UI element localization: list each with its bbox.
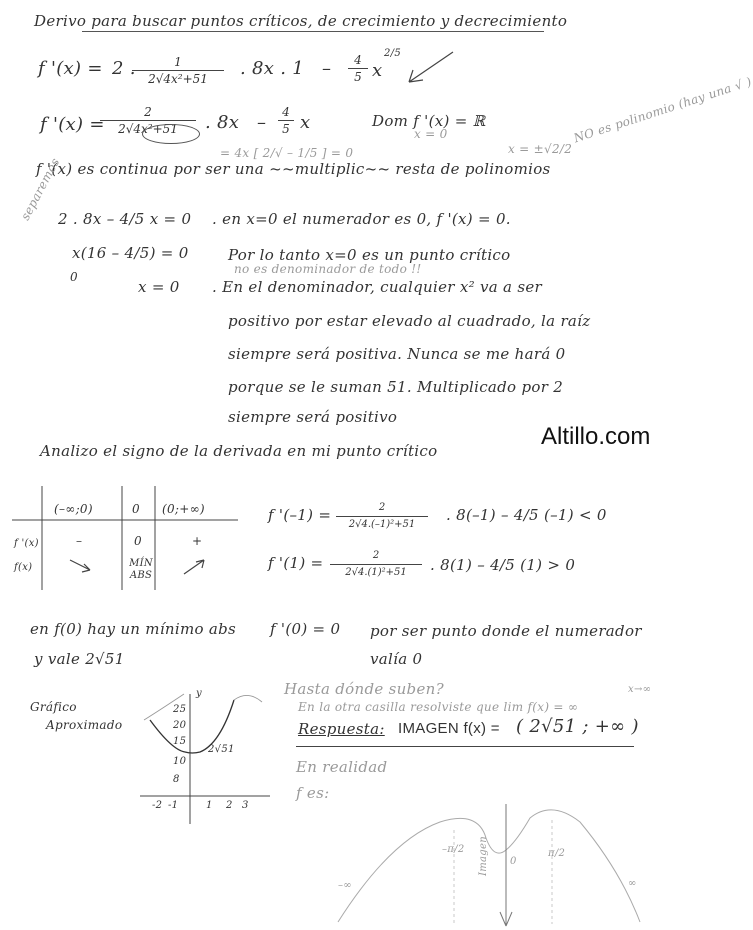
answer-interval: ( 2√51 ; +∞ ) [516,716,639,737]
header-text: Derivo para buscar puntos críticos, de crecimiento y decrecimiento [34,12,568,30]
step1-four-fifths [348,52,368,85]
step3-line: = 4x [ 2/√ – 1/5 ] = 0 [220,146,354,160]
note2: Por lo tanto x=0 es un punto crítico [228,246,511,264]
step1-exponent: 2/5 [384,48,401,59]
graph-label2: Aproximado [46,718,123,732]
answer-label: Respuesta: [298,720,385,738]
domain-text: Dom f '(x) = ℝ [372,112,486,130]
step3-x-eq: x = 0 [414,127,448,141]
step1-rest: . 8x . 1 [240,58,305,79]
watermark-text: Altillo.com [541,423,651,450]
step2-minus: – [257,112,267,133]
test1-den: 2√4.(–1)²+51 [348,519,416,530]
test2-den: 2√4.(1)²+51 [345,567,407,578]
cell-plus: + [192,534,203,548]
tick-y-8: 8 [173,774,180,785]
note3: . En el denominador, cualquier x² va a ser [212,278,543,296]
f0-note: por ser punto donde el numerador [370,622,642,640]
tick-x-2: 2 [226,800,233,811]
step1-coef: 2 . [112,58,136,79]
graph-y-label: y [196,688,202,699]
row-label-f: f(x) [14,562,33,573]
minimum-line1: en f(0) hay un mínimo abs [30,620,237,638]
step3-x-val: x = ±√2/2 [508,142,573,156]
step2-lhs: f '(x) = [40,114,105,135]
tick-x-neg1: -1 [168,800,179,811]
step1-x: x [372,60,383,81]
step1-fraction [132,54,224,87]
reality-neg-inf: –∞ [338,880,352,891]
reality-pos-inf: ∞ [628,878,637,889]
test2-rest: . 8(1) – 4/5 (1) > 0 [430,556,576,574]
graph-min-label: 2√51 [208,744,235,755]
answer-underline [296,746,634,747]
test1-num: 2 [336,500,428,517]
reality-graph [330,800,660,928]
answer-note: En la otra casilla resolviste que lim f(x) = ∞ [298,700,579,714]
answer-lim: x→∞ [628,684,652,695]
step1-ff-den: 5 [354,70,362,84]
reality-minus-pi: –π/2 [442,844,465,855]
table-header-pos: (0;+∞) [162,502,205,516]
continuity-text: f '(x) es continua por ser una ~~multiplic~~ resta de polinomios [36,160,551,178]
note4: positivo por estar elevado al cuadrado, la raíz [228,312,591,330]
reality-line1: En realidad [296,758,388,776]
eq1: 2 . 8x – 4/5 x = 0 [58,210,192,228]
cell-zero: 0 [134,534,142,548]
arrow-zero: 0 [70,270,78,284]
step2-frac-den: 2√4x²+51 [118,122,178,136]
reality-plus-pi: π/2 [548,848,566,859]
tick-x-neg2: -2 [152,800,163,811]
minimum-line2: y vale 2√51 [34,650,125,668]
eq3: x = 0 [138,278,180,296]
row-label-fprime: f '(x) [14,538,39,549]
cell-minus: – [76,534,83,548]
step1-lhs: f '(x) = [38,58,103,79]
note5: siempre será positiva. Nunca se me hará 0 [228,345,566,363]
note7: siempre será positivo [228,408,398,426]
eq2: x(16 – 4/5) = 0 [72,244,189,262]
analysis-title: Analizo el signo de la derivada en mi punto crítico [40,442,438,460]
step2-ff-den: 5 [282,122,290,136]
answer-question: Hasta dónde suben? [284,680,444,698]
test1-rest: . 8(–1) – 4/5 (–1) < 0 [446,506,607,524]
step1-frac-den: 2√4x²+51 [148,72,208,86]
tick-y-15: 15 [173,736,187,747]
step3-side-note: NO es polinomio (hay una √ ) [572,74,753,146]
margin-note: separemos [18,155,63,223]
test2-fraction [330,548,422,581]
note1: . en x=0 el numerador es 0, f '(x) = 0. [212,210,511,228]
step2-four-fifths [278,104,294,137]
increasing-arrow-icon [180,556,210,578]
check-arrow-icon [395,48,455,88]
answer-image: IMAGEN f(x) = [398,720,500,737]
step2-frac-num: 2 [100,104,196,121]
reality-zero: 0 [510,856,517,867]
cell-min-abs: MÍN ABS [129,558,153,581]
table-header-neg: (–∞;0) [54,502,93,516]
tick-y-10: 10 [173,756,187,767]
test2-lhs: f '(1) = [268,554,324,572]
graph-label1: Gráfico [30,700,77,714]
step1-ff-num: 4 [348,52,368,69]
test1-lhs: f '(–1) = [268,506,332,524]
tick-x-1: 1 [206,800,213,811]
step2-ff-num: 4 [278,104,294,121]
tick-x-3: 3 [242,800,249,811]
tick-y-25: 25 [173,704,187,715]
table-header-zero: 0 [132,502,140,516]
f0-eq: f '(0) = 0 [270,620,341,638]
reality-imagen: Imagen [478,836,489,876]
test2-num: 2 [330,548,422,565]
reality-line2: f es: [296,784,330,802]
f0-note2: valía 0 [370,650,423,668]
step2-rest: . 8x [205,112,240,133]
note2b: no es denominador de todo !! [234,262,422,276]
test1-fraction [336,500,428,533]
tick-y-20: 20 [173,720,187,731]
step1-minus: – [322,58,332,79]
step1-frac-num: 1 [132,54,224,71]
decreasing-arrow-icon [66,556,96,576]
circle-mark [142,124,200,144]
step2-x: x [300,112,311,133]
note6: porque se le suman 51. Multiplicado por 2 [228,378,564,396]
header-underline [82,31,544,32]
